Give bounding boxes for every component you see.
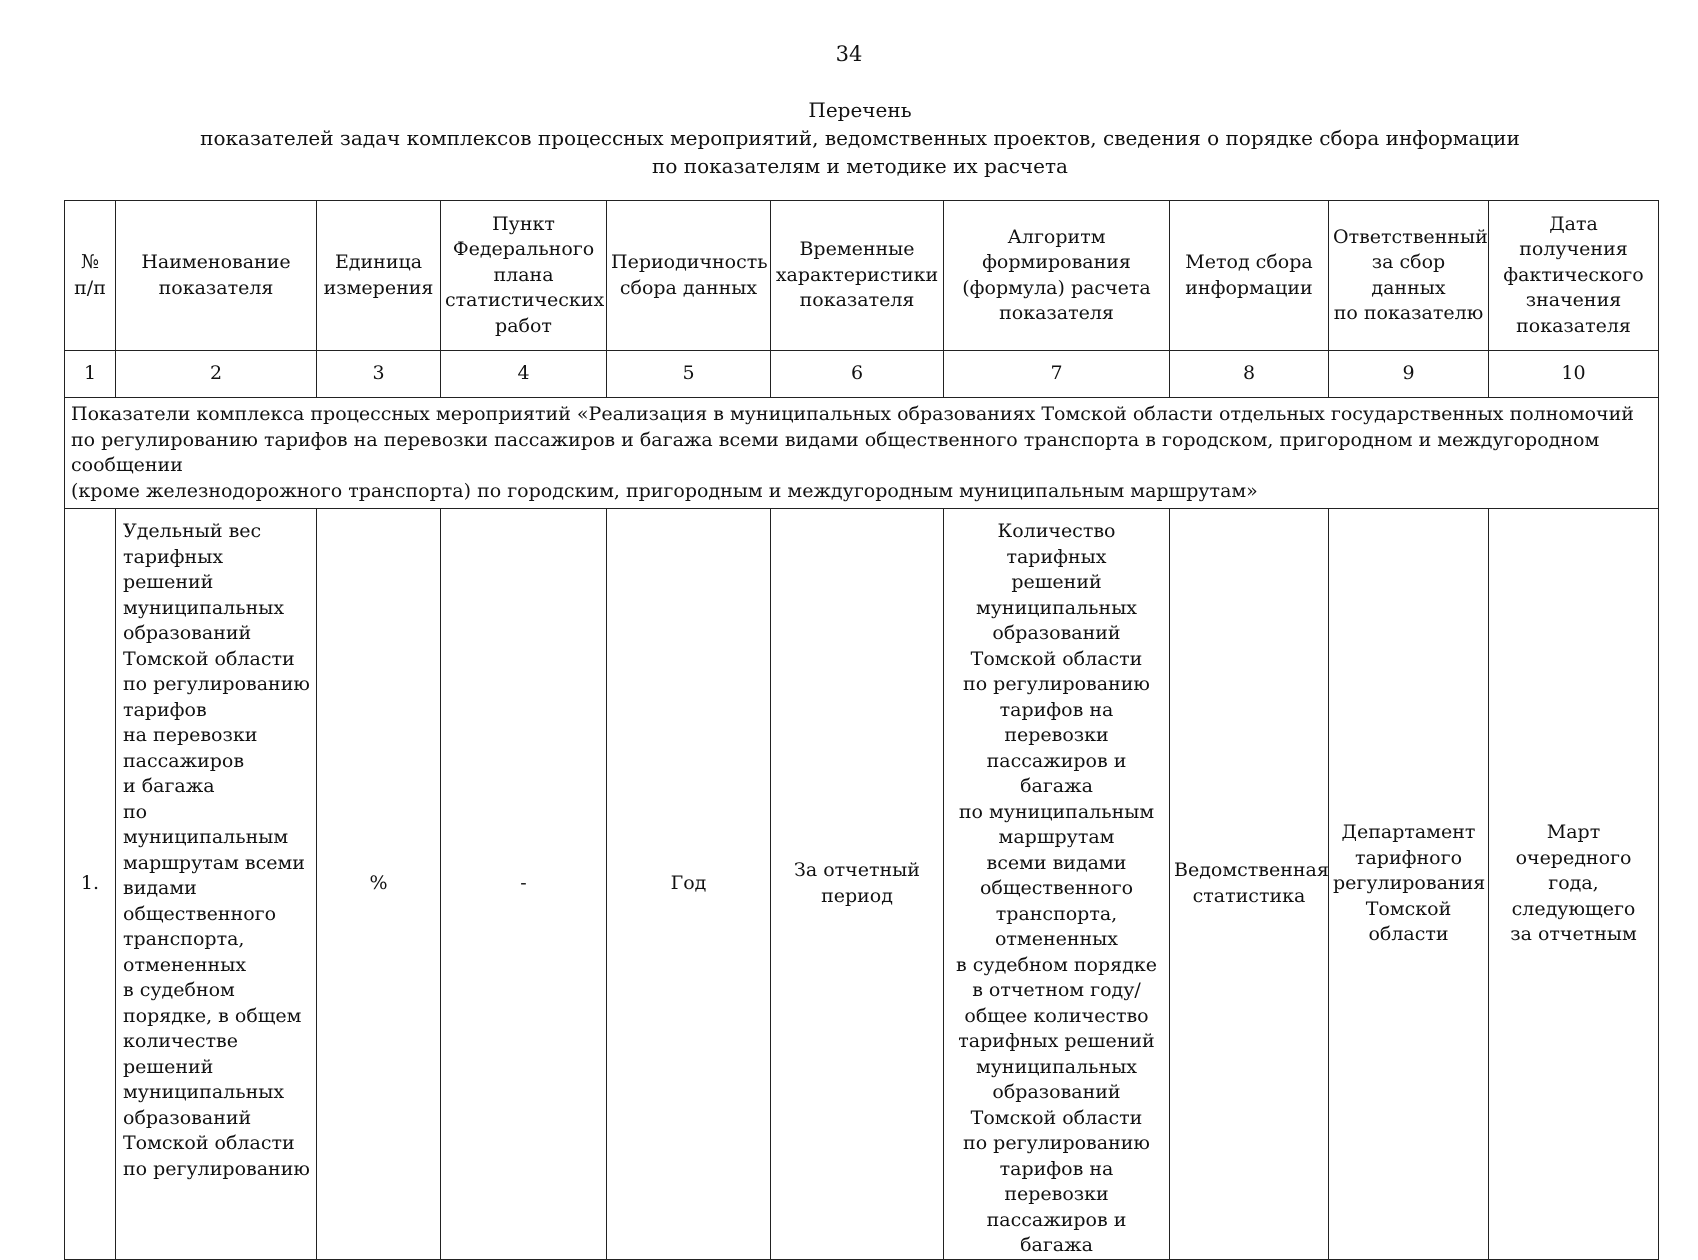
unit-value: % — [317, 509, 441, 1260]
header-cell-responsible: Ответственный за сбор данных по показателю — [1329, 201, 1489, 351]
column-number: 1 — [65, 351, 116, 398]
periodicity-value: Год — [607, 509, 771, 1260]
column-number: 9 — [1329, 351, 1489, 398]
method-value: Ведомственная статистика — [1170, 509, 1329, 1260]
column-number: 7 — [944, 351, 1170, 398]
column-number: 8 — [1170, 351, 1329, 398]
indicators-table — [64, 200, 1659, 1260]
plan-item-value: - — [441, 509, 607, 1260]
time-characteristics-value: За отчетный период — [771, 509, 944, 1260]
title-line-1: Перечень — [808, 98, 912, 122]
header-cell-number: № п/п — [65, 201, 116, 351]
column-number: 6 — [771, 351, 944, 398]
header-cell-periodicity: Периодичность сбора данных — [607, 201, 771, 351]
column-number-row — [65, 351, 1659, 398]
header-cell-formula: Алгоритм формирования (формула) расчета показателя — [944, 201, 1170, 351]
row-number: 1. — [65, 509, 116, 1260]
section-title: Показатели комплекса процессных мероприятий «Реализация в муниципальных образованиях Томской области отдельных государственных полномочий по регулированию тарифов на перевозки пассажиров и багажа всеми видами общественного транспорта в городском, пригородном и междугородном сообщении (кроме железнодорожного транспорта) по городским, пригородным и междугородным муниципальным маршрутам» — [65, 398, 1659, 509]
formula-value: Количество тарифных решений муниципальных образований Томской области по регулированию тарифов на перевозки пассажиров и багажа по муниципальным маршрутам всеми видами общественного транспорта, отмененных в судебном порядке в отчетном году/ общее количество тарифных решений муниципальных образований Томской области по регулированию тарифов на перевозки пассажиров и багажа — [944, 509, 1170, 1260]
header-cell-time-characteristics: Временные характеристики показателя — [771, 201, 944, 351]
header-cell-unit: Единица измерения — [317, 201, 441, 351]
column-number: 4 — [441, 351, 607, 398]
page-number: 34 — [835, 42, 863, 66]
header-cell-date: Дата получения фактического значения показателя — [1489, 201, 1659, 351]
document-title — [0, 96, 1698, 180]
date-value: Март очередного года, следующего за отчетным — [1489, 509, 1659, 1260]
header-cell-method: Метод сбора информации — [1170, 201, 1329, 351]
header-row — [65, 201, 1659, 351]
column-number: 3 — [317, 351, 441, 398]
responsible-value: Департамент тарифного регулирования Томской области — [1329, 509, 1489, 1260]
column-number: 5 — [607, 351, 771, 398]
header-cell-plan-item: Пункт Федерального плана статистических работ — [441, 201, 607, 351]
header-cell-name: Наименование показателя — [116, 201, 317, 351]
table-row — [65, 509, 1659, 1260]
title-line-3: по показателям и методике их расчета — [652, 154, 1068, 178]
title-line-2: показателей задач комплексов процессных мероприятий, ведомственных проектов, сведения о порядке сбора информации — [200, 126, 1520, 150]
indicator-name: Удельный вес тарифных решений муниципальных образований Томской области по регулированию тарифов на перевозки пассажиров и багажа по муниципальным маршрутам всеми видами общественного транспорта, отмененных в судебном порядке, в общем количестве решений муниципальных образований Томской области по регулированию — [116, 509, 317, 1260]
column-number: 10 — [1489, 351, 1659, 398]
column-number: 2 — [116, 351, 317, 398]
section-row — [65, 398, 1659, 509]
